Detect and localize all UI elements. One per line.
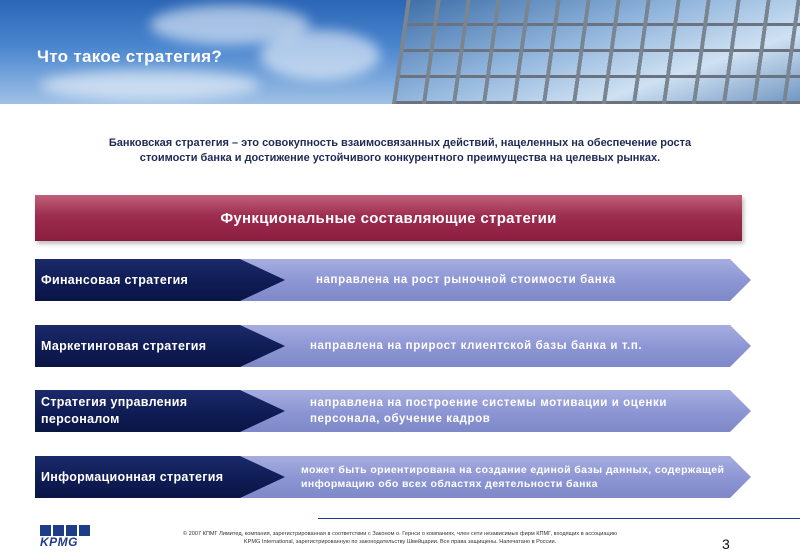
strategy-name: Информационная стратегия — [41, 469, 224, 484]
building-image — [392, 0, 800, 104]
page-title: Что такое стратегия? — [37, 47, 223, 66]
definition-line: стоимости банка и достижение устойчивого конкурентного преимущества на целевых рынках. — [139, 152, 661, 164]
kpmg-logo — [40, 525, 92, 549]
footer-divider — [318, 518, 800, 519]
section-banner-title: Функциональные составляющие стратегии — [220, 209, 557, 227]
strategy-name: Маркетинговая стратегия — [41, 338, 207, 353]
header-banner — [0, 0, 800, 104]
strategy-definition — [40, 136, 760, 166]
strategy-name: Стратегия управления персоналом — [41, 395, 188, 426]
copyright-line: KPMG International, зарегистрированную по законодательству Швейцарии. Все права защищены. Напечатано в России. — [243, 539, 557, 545]
strategy-row-hr — [35, 390, 751, 432]
strategy-description: направлена на рост рыночной стоимости банка — [316, 274, 616, 286]
strategy-row-financial — [35, 259, 751, 301]
strategy-description: направлена на построение системы мотивации и оценки персонала, обучение кадров — [310, 397, 668, 425]
definition-line: Банковская стратегия – это совокупность взаимосвязанных действий, нацеленных на обеспечение роста — [108, 137, 692, 149]
strategy-description: направлена на прирост клиентской базы банка и т.п. — [310, 340, 643, 352]
copyright-line: © 2007 КПМГ Лимитед, компания, зарегистрированная в соответствии с Законом о. Гернси о компаниях, член сети независимых фирм КПМГ, входящих в ассоциацию — [182, 531, 618, 537]
strategy-name: Финансовая стратегия — [41, 272, 189, 287]
strategy-description: может быть ориентирована на создание единой базы данных, содержащей информацию обо всех областях деятельности банка — [301, 464, 725, 490]
logo-wordmark: KPMG — [40, 535, 78, 549]
strategy-row-marketing — [35, 325, 751, 367]
copyright-notice — [150, 530, 650, 546]
section-banner — [35, 195, 742, 241]
strategy-row-information — [35, 456, 751, 498]
sky-cloud — [260, 30, 380, 80]
sky-cloud — [40, 70, 260, 100]
page-number: 3 — [722, 536, 730, 552]
logo-square — [79, 525, 90, 536]
